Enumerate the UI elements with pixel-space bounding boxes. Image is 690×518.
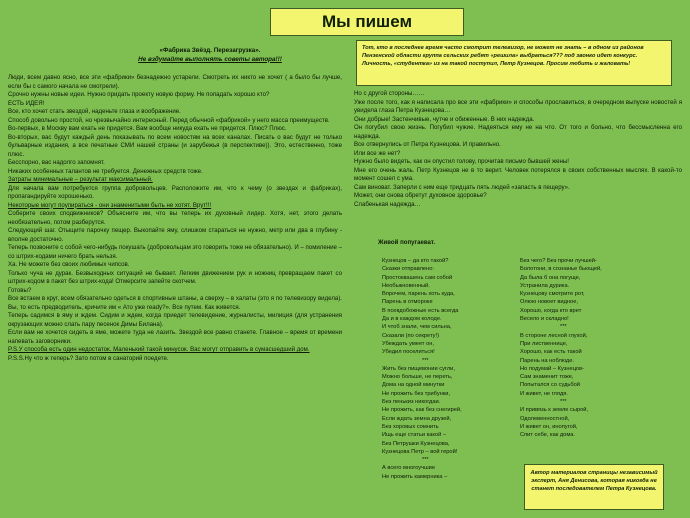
poem-line: *** <box>422 357 429 364</box>
author-note-box: Автор материалов страницы независимый эксперт, Аня Денисова, которая никогда не станет последователем Петра Кузнецова. <box>524 464 664 510</box>
poem-line: Ищь еще статьи какой – <box>382 432 446 439</box>
poem-line: В стороне лесной глухой, <box>520 332 588 339</box>
paragraph: Может, они снова обретут духовное здоровье? <box>354 192 487 199</box>
poem-line: И живет он, инопугой, <box>520 423 578 430</box>
paragraph: Срочно нужны новые идеи. Нужно придать проекту новую форму. Не попадать хорошо кто? <box>8 91 270 98</box>
paragraph: Все отвернулись от Петра Кузнецова. И правильно. <box>354 141 501 148</box>
paragraph: Теперь садимся в яму и ждем. Сидим и ждем, когда приедет телевидение, журналисты, милиция (для устранения окрузающих можно слать пару песенок Димы Билана). <box>8 312 342 328</box>
poem-line: Сам знаменит тоже, <box>520 374 574 381</box>
paragraph: Во-первых, в Москву вам ехать не придется. Вам вообще никуда ехать не придется. Плюс? Плюс. <box>8 125 287 132</box>
poem-line: Спит себе, как дома. <box>520 432 575 439</box>
paragraph: Затраты минимальные – результат максимальный. <box>8 176 153 183</box>
poem-line: Сказки отправлено: <box>382 266 434 273</box>
paragraph: P.S.S.Ну что ж теперь? Зато потом в санаторий поедете. <box>8 354 169 362</box>
poem-line: Парень на ноблюде. <box>520 357 574 364</box>
poem-line: Без пенькиз никогдаи. <box>382 399 441 406</box>
poem-line: Весело и складно! <box>520 316 569 323</box>
poem-line: И чтоб знали, чем сильна, <box>382 324 452 331</box>
poem-line: Болотони, в сознанье бьющей, <box>520 266 602 273</box>
paragraph: Ха. Не можете без своих любимых чипсов. <box>8 261 130 268</box>
paragraph: Соберите своих сподвижников? Объясните им, что вы теперь их духовный лидер. Хотя, нет, этого делать необязательно, потом разберутся. <box>8 210 342 226</box>
poem-column-1 <box>382 257 522 481</box>
paragraph: Готовы? <box>8 286 32 294</box>
paragraph: Нужно было видеть, как он опустил голову, прочитав письмо бывшей жены! <box>354 158 569 165</box>
paragraph: Бесспорно, вас надолго запомнят. <box>8 159 105 166</box>
page-title: Мы пишем <box>270 8 464 36</box>
poem-line: Убеждать умеет он, <box>382 340 434 347</box>
poem-line: Не прожить без трибунки, <box>382 390 451 397</box>
poem-line: А всего многоучшие <box>382 465 436 472</box>
poem-line: Попытался со судьбой <box>520 382 580 389</box>
paragraph: Если вам не хочется сидеть в яме, можете туда не лазить. Звездой все равно станете. Главное – время от времени напевать заговорники. <box>8 329 342 345</box>
paragraph: Только чуча не дурак. Безвыходных ситуаций не бывает. Легким движением рук и ножниц превращаем пакет со штрих-кодом в пакет без штрих-кода! Отмерсите запейте скотчем. <box>8 269 342 285</box>
paragraph: Во-вторых, вас будут каждый день показывать по всем новостям на всех каналах. Писать о вас будут не только бульварные издания, а все печатные СМИ нашей страны (и зарубежья (в перспективе)). Это, естественно, тоже плюс. <box>8 133 342 158</box>
poem-line: Сказали (по секрету!) <box>382 332 440 339</box>
poem-line: Хорошо, когда кто врет <box>520 307 582 314</box>
article-title: «Фабрика Звёзд. Перезагрузка». <box>159 47 261 54</box>
paragraph: Теперь позвоните с собой чего-нибудь покушать (добровольцам это говорить тоже не обязательно). И – помиление – со штрих-кодами ничего брать нельзя. <box>8 244 342 260</box>
poem-column-2 <box>520 257 660 440</box>
poem-line: Олюю новоет видное, <box>520 299 578 306</box>
poem-line: Если ждать земна друзей, <box>382 415 452 422</box>
poem-line: Без Петрушки Кузнецова, <box>382 440 450 447</box>
poem-line: И привязь к земле сырой, <box>520 407 589 414</box>
poem-line: При лиственнице, <box>520 340 568 347</box>
poem-line: В псевдобожные есть всегда <box>382 307 459 314</box>
poem-line: Жить без пищевонии сугли, <box>382 365 455 372</box>
paragraph: Слабенькая надежда… <box>354 200 421 208</box>
poem-line: Хорошо, как есть такой <box>520 349 582 356</box>
poem-line: Но подумай – Кузнецов- <box>520 365 584 372</box>
paragraph: Люди, всем давно ясно, все эти «фабрики» безнадежно устарели. Смотреть их никто не хочет ( а было бы лучше, если бы с самого начала не смотрели). <box>8 74 342 90</box>
paragraph: Уже после того, как я написала про все эти «фабрики» и способы прославиться, в очередном выпуске новостей я увидела глаза Петра Кузнецова… <box>354 98 682 114</box>
paragraph: Все встаем в круг, всем обязательно одеться в спортивные штаны, а сверху – в халаты (это я по телевизору видела). Вы, то есть предводитель, кричите им « Ато уже ready?». Все путем. Как живется. <box>8 295 342 311</box>
paragraph: Следующий шаг. Отыщите парочку пещер. Выкопайте яму, слишком стараться не нужно, метр или два в глубину - вполне достаточно. <box>8 227 342 243</box>
poem-line: Не прожить камерника – <box>382 473 448 480</box>
paragraph: P.S.У способа есть один недостаток. Маленький такой минусок. Вас могут отправить в сумасшедший дом. <box>8 346 310 353</box>
paragraph: Они добрые! Застенчивые, чутче и обиженные. В них надежда. <box>354 115 535 123</box>
paragraph: Способ довольно простой, но чрезвычайно интересный. Перед обычной «фабрикой» у него масса преимуществ. <box>8 116 330 124</box>
poem-line: Кузнецов – да кто такой? <box>382 258 449 264</box>
left-column-text <box>8 74 342 363</box>
right-column-text <box>354 90 682 209</box>
top-note-box: Тот, кто в последнее время часто смотрит телевизор, не может не знать – в одном из районов Пензенской области группа сельских ребят «решила» выбраться??? под звонко идет конкурс. Личность, «студентка» из на такой поступил, Петр Кузнецов. Просим любить и жаловать! <box>356 40 672 86</box>
paragraph: Никаких особенных талантов не требуется. Денежных средств тоже. <box>8 167 203 175</box>
article-intro <box>100 47 320 64</box>
poem-line: Простоквашень сам собой <box>382 274 453 281</box>
poem-line: Впрочем, парень хоть куда, <box>382 291 455 298</box>
paragraph: Или все же нет? <box>354 149 401 157</box>
paragraph: Для начала вам потребуется группа добровольцев. Расположите им, что к чему (о звездах и фабриках), пропагандируйте хорошенько. <box>8 184 342 200</box>
poem-line: Без чего? Без прочи лучшей- <box>520 258 597 264</box>
poem-line: Кузнецову смотрите рот, <box>520 291 585 298</box>
poem-line: Необыкновенный. <box>382 282 430 289</box>
poem-line: *** <box>560 324 567 331</box>
poem-line: Дома на одной минутки <box>382 382 445 389</box>
poem-line: Можно больше, не переть, <box>382 374 453 381</box>
article-warning: Не вздумайте выполнять советы автора!!! <box>138 55 282 63</box>
poem-line: Парень в отмороке <box>382 299 433 306</box>
poem-line: Без хоровых сомнить <box>382 423 439 430</box>
poem-line: Одолевенностной, <box>520 415 570 422</box>
paragraph: Сам виноват. Заперли с ним еще тридцать пять людей «запасть в пещеру». <box>354 183 570 191</box>
paragraph: Некоторые могут поупираться - они знаменитыми быть не хотят. Врут!!! <box>8 201 212 209</box>
paragraph: Все, кто хочет стать звездой, наденьте глаза и воображение. <box>8 108 181 115</box>
paragraph: Мне его очень жаль. Петр Кузнецов не в то верит. Человек потерялся в своих собственных мыслях. В какой-то момент сошел с ума. <box>354 166 682 182</box>
poem-heading: Живой попугаеват. <box>378 239 436 246</box>
poem-line: Да была б она погуще, <box>520 274 581 281</box>
paragraph: ЕСТЬ ИДЕЯ! <box>8 99 45 107</box>
poem-line: Убедил поселиться! <box>382 349 435 356</box>
paragraph: Но с другой стороны…… <box>354 90 425 97</box>
paragraph: Он погубил свою жизнь. Погубил чужие. Надеяться ему не на что. От того и больно, что бессмысленна его надежда. <box>354 124 682 140</box>
poem-line: *** <box>422 457 429 464</box>
poem-line: Кузнецова Петр – вой герой! <box>382 448 458 455</box>
poem-line: Устранила дурика. <box>520 282 570 289</box>
poem-line: *** <box>560 399 567 406</box>
poem-line: Не прожить, как без снегирей, <box>382 407 462 414</box>
poem-line: И живет, не глядя. <box>520 390 568 397</box>
poem-line: Да и в каждом колоде. <box>382 316 442 323</box>
